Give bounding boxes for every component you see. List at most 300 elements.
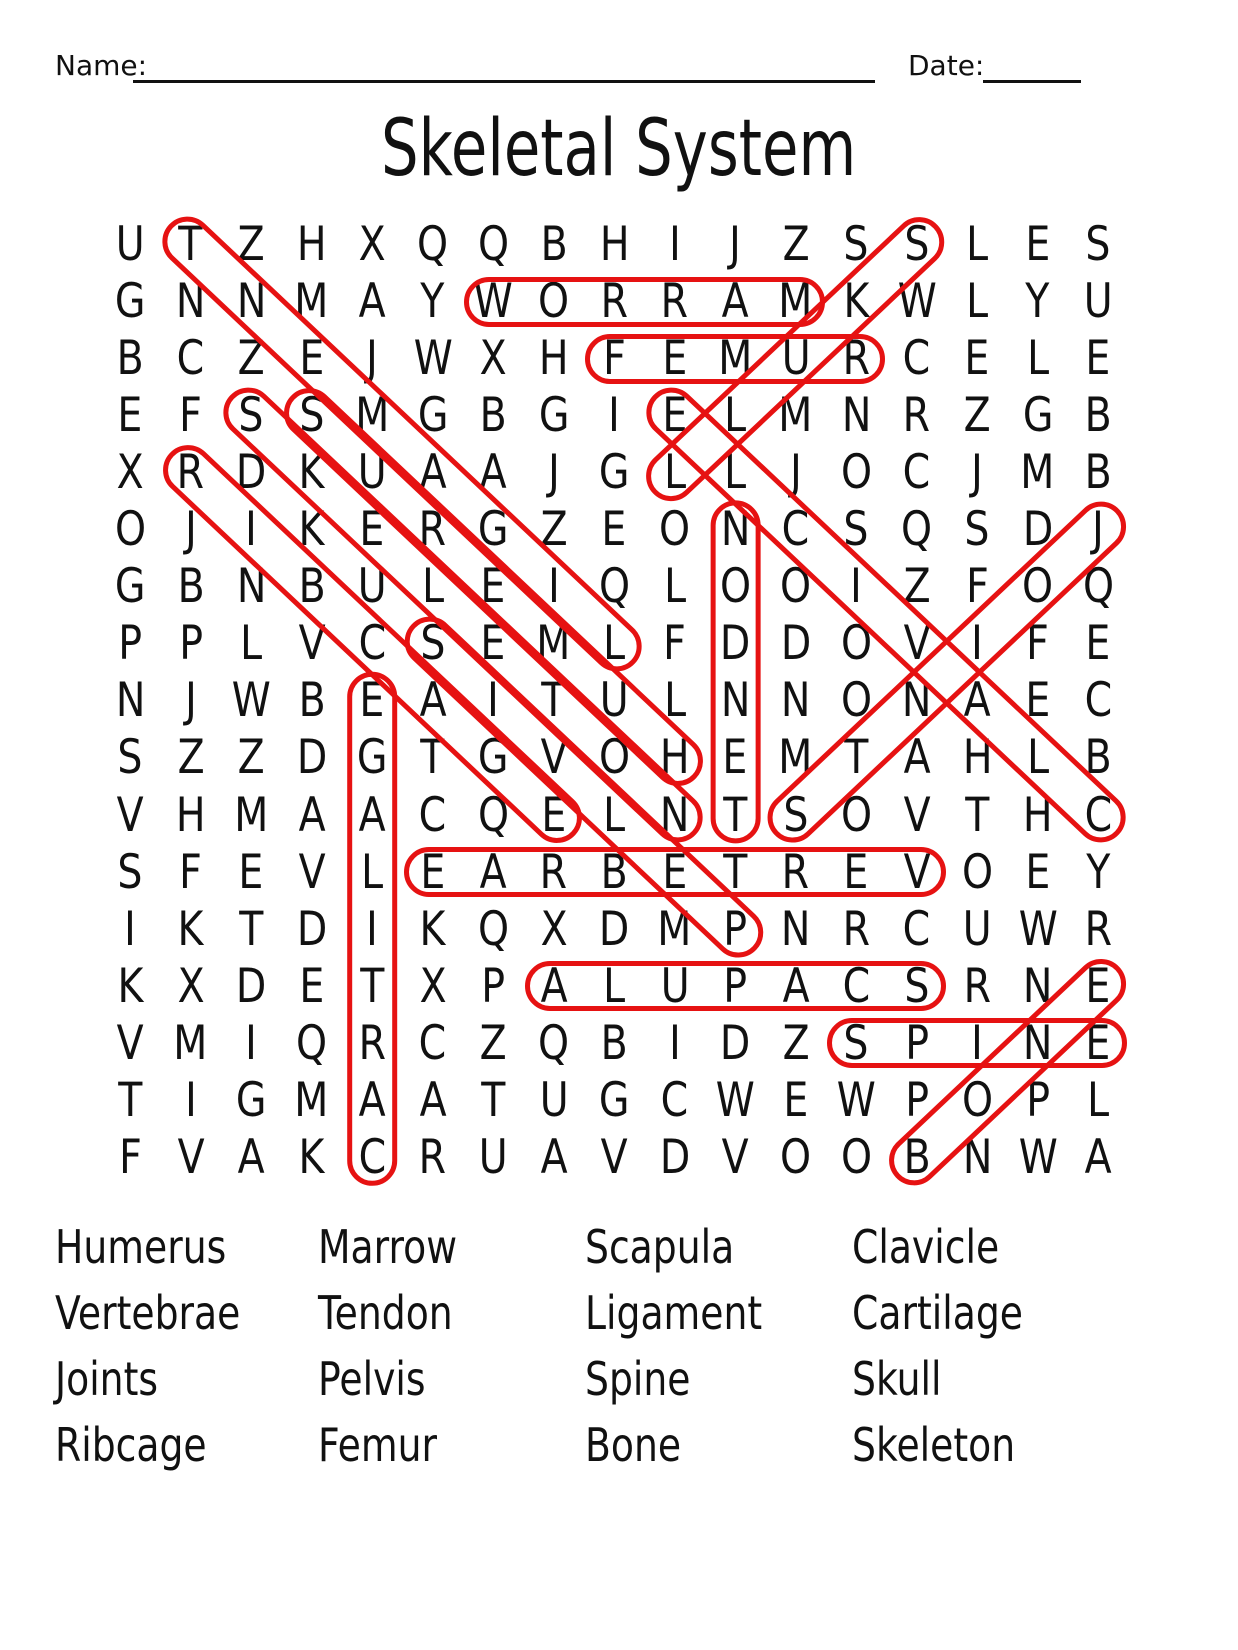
word-list-item xyxy=(852,1346,1185,1412)
page-title: Skeletal System xyxy=(381,104,857,194)
grid-letter xyxy=(1008,330,1069,387)
grid-letter xyxy=(766,1072,827,1129)
grid-letter xyxy=(403,787,464,844)
grid-letter xyxy=(947,1072,1008,1129)
grid-letter xyxy=(645,273,706,330)
grid-letter xyxy=(282,672,343,729)
grid-letter xyxy=(403,1072,464,1129)
grid-letter-glyph: R xyxy=(540,844,568,900)
grid-letter xyxy=(766,501,827,558)
grid-letter-glyph: V xyxy=(903,844,931,900)
grid-letter-glyph: N xyxy=(175,274,206,330)
grid-letter xyxy=(887,958,948,1015)
grid-letter xyxy=(161,387,222,444)
grid-letter-glyph: N xyxy=(659,787,690,843)
grid-letter xyxy=(826,387,887,444)
grid-letter-glyph: O xyxy=(840,673,872,729)
grid-letter xyxy=(826,672,887,729)
grid-letter-glyph: T xyxy=(723,844,748,900)
grid-letter xyxy=(403,558,464,615)
grid-letter-glyph: Q xyxy=(538,1015,570,1071)
grid-letter xyxy=(705,387,766,444)
grid-letter xyxy=(1068,615,1129,672)
grid-letter-glyph: O xyxy=(659,502,691,558)
grid-letter-glyph: Z xyxy=(782,1015,810,1071)
grid-letter-glyph: L xyxy=(724,445,747,501)
grid-letter-glyph: I xyxy=(366,901,379,957)
grid-letter xyxy=(463,1129,524,1186)
grid-letter xyxy=(161,501,222,558)
word-list-item-label: Clavicle xyxy=(852,1220,1000,1274)
grid-letter-glyph: N xyxy=(236,559,267,615)
grid-letter xyxy=(1008,273,1069,330)
grid-letter-glyph: M xyxy=(778,388,813,444)
grid-letter xyxy=(463,387,524,444)
grid-letter-glyph: T xyxy=(118,1072,143,1128)
grid-letter-glyph: P xyxy=(904,1015,929,1071)
grid-letter-glyph: V xyxy=(116,1015,144,1071)
grid-letter-glyph: U xyxy=(115,217,145,273)
grid-letter xyxy=(221,1072,282,1129)
grid-letter-glyph: S xyxy=(843,1015,869,1071)
grid-letter xyxy=(100,330,161,387)
grid-letter xyxy=(463,1072,524,1129)
grid-letter xyxy=(584,729,645,786)
grid-letter-glyph: I xyxy=(245,502,258,558)
grid-letter xyxy=(705,1072,766,1129)
grid-letter-glyph: A xyxy=(358,1072,386,1128)
grid-letter-glyph: Z xyxy=(540,502,568,558)
grid-letter-glyph: U xyxy=(1083,274,1113,330)
grid-letter xyxy=(282,330,343,387)
word-list-item xyxy=(55,1346,318,1412)
grid-letter-glyph: B xyxy=(1084,445,1112,501)
grid-letter xyxy=(282,901,343,958)
grid-letter-glyph: X xyxy=(479,331,507,387)
grid-letter xyxy=(947,444,1008,501)
grid-letter-glyph: M xyxy=(778,730,813,786)
grid-letter xyxy=(947,1129,1008,1186)
grid-letter xyxy=(342,501,403,558)
word-list-item-label: Humerus xyxy=(55,1220,227,1274)
grid-letter xyxy=(766,216,827,273)
grid-letter-glyph: K xyxy=(843,274,870,330)
grid-letter xyxy=(645,444,706,501)
grid-letter-glyph: Z xyxy=(237,217,265,273)
grid-letter-glyph: I xyxy=(547,559,560,615)
grid-letter xyxy=(1008,901,1069,958)
grid-letter xyxy=(1068,330,1129,387)
grid-letter xyxy=(887,672,948,729)
grid-letter-glyph: F xyxy=(602,331,626,387)
grid-letter-glyph: A xyxy=(237,1129,265,1185)
grid-letter-glyph: L xyxy=(240,616,263,672)
grid-letter-glyph: L xyxy=(966,217,989,273)
grid-letter xyxy=(100,672,161,729)
grid-letter-glyph: A xyxy=(1084,1129,1112,1185)
grid-letter xyxy=(947,901,1008,958)
grid-letter xyxy=(947,958,1008,1015)
grid-letter-glyph: D xyxy=(720,616,751,672)
grid-letter-glyph: C xyxy=(902,331,931,387)
word-list-item xyxy=(318,1214,585,1280)
grid-letter xyxy=(887,558,948,615)
grid-letter-glyph: L xyxy=(1026,331,1049,387)
grid-letter-glyph: O xyxy=(840,445,872,501)
grid-letter xyxy=(463,216,524,273)
grid-letter-glyph: H xyxy=(1022,787,1053,843)
grid-letter xyxy=(524,387,585,444)
word-list-item-label: Scapula xyxy=(585,1220,735,1274)
grid-letter xyxy=(645,1072,706,1129)
grid-letter xyxy=(342,615,403,672)
grid-letter xyxy=(584,672,645,729)
grid-letter-glyph: K xyxy=(177,901,204,957)
grid-letter xyxy=(524,1072,585,1129)
word-list-item-label: Marrow xyxy=(318,1220,458,1274)
grid-letter-glyph: E xyxy=(359,673,385,729)
grid-letter xyxy=(282,1129,343,1186)
grid-letter-glyph: E xyxy=(783,1072,809,1128)
grid-letter-glyph: A xyxy=(963,673,991,729)
grid-letter-glyph: R xyxy=(419,502,447,558)
grid-letter xyxy=(947,501,1008,558)
grid-letter xyxy=(826,330,887,387)
grid-letter-glyph: G xyxy=(114,274,146,330)
grid-letter xyxy=(1068,1072,1129,1129)
grid-letter-glyph: N xyxy=(1022,958,1053,1014)
grid-letter-glyph: F xyxy=(118,1129,142,1185)
grid-letter-glyph: O xyxy=(840,616,872,672)
grid-letter xyxy=(342,901,403,958)
grid-letter xyxy=(524,1015,585,1072)
grid-letter xyxy=(1008,1015,1069,1072)
grid-letter xyxy=(403,216,464,273)
grid-letter xyxy=(463,958,524,1015)
grid-letter xyxy=(403,615,464,672)
grid-letter-glyph: Q xyxy=(1082,559,1114,615)
grid-letter-glyph: L xyxy=(1087,1072,1110,1128)
grid-letter-glyph: O xyxy=(780,1129,812,1185)
grid-letter-glyph: E xyxy=(117,388,143,444)
grid-letter-glyph: E xyxy=(601,502,627,558)
grid-letter xyxy=(1008,672,1069,729)
grid-letter-glyph: T xyxy=(723,787,748,843)
grid-letter xyxy=(463,444,524,501)
grid-letter xyxy=(100,787,161,844)
grid-letter xyxy=(282,387,343,444)
grid-letter xyxy=(1008,787,1069,844)
grid-letter-glyph: R xyxy=(842,331,870,387)
grid-letter xyxy=(947,729,1008,786)
grid-letter xyxy=(766,1015,827,1072)
grid-letter xyxy=(463,1015,524,1072)
grid-letter-glyph: Z xyxy=(963,388,991,444)
grid-letter-glyph: L xyxy=(966,274,989,330)
grid-letter xyxy=(100,729,161,786)
grid-letter xyxy=(161,672,222,729)
grid-letter xyxy=(887,844,948,901)
grid-letter-glyph: M xyxy=(778,274,813,330)
grid-letter xyxy=(161,729,222,786)
grid-letter xyxy=(705,273,766,330)
grid-letter-glyph: V xyxy=(298,616,326,672)
grid-letter xyxy=(705,1129,766,1186)
grid-letter-glyph: Q xyxy=(477,217,509,273)
grid-letter xyxy=(342,958,403,1015)
grid-letter-glyph: U xyxy=(781,331,811,387)
grid-letter xyxy=(705,844,766,901)
grid-letter-glyph: R xyxy=(358,1015,386,1071)
grid-letter xyxy=(1008,958,1069,1015)
grid-letter-glyph: C xyxy=(1084,673,1113,729)
grid-letter xyxy=(463,330,524,387)
grid-letter xyxy=(100,558,161,615)
grid-letter xyxy=(342,1015,403,1072)
grid-letter-glyph: D xyxy=(1022,502,1053,558)
grid-letter xyxy=(705,958,766,1015)
grid-letter-glyph: O xyxy=(961,844,993,900)
grid-letter-glyph: L xyxy=(361,844,384,900)
grid-letter-glyph: H xyxy=(659,730,690,786)
word-list-item-label: Bone xyxy=(585,1418,682,1472)
grid-letter-glyph: N xyxy=(962,1129,993,1185)
grid-letter xyxy=(584,1015,645,1072)
grid-letter xyxy=(282,844,343,901)
grid-letter xyxy=(463,901,524,958)
grid-letter-glyph: N xyxy=(841,388,872,444)
grid-letter-glyph: L xyxy=(603,787,626,843)
grid-letter-glyph: J xyxy=(729,217,742,273)
grid-letter-glyph: M xyxy=(1020,445,1055,501)
grid-letter xyxy=(100,1072,161,1129)
title-row xyxy=(0,104,1238,194)
grid-letter-glyph: N xyxy=(901,673,932,729)
grid-letter xyxy=(645,844,706,901)
grid-letter xyxy=(766,1129,827,1186)
grid-letter-glyph: O xyxy=(961,1072,993,1128)
grid-letter-glyph: N xyxy=(236,274,267,330)
grid-letter xyxy=(161,273,222,330)
grid-letter xyxy=(221,501,282,558)
grid-letter-glyph: C xyxy=(902,901,931,957)
grid-letter xyxy=(524,1129,585,1186)
grid-letter-glyph: S xyxy=(238,388,264,444)
grid-letter-glyph: C xyxy=(418,787,447,843)
grid-letter xyxy=(584,901,645,958)
grid-letter xyxy=(1068,787,1129,844)
grid-letter xyxy=(342,330,403,387)
grid-letter-glyph: O xyxy=(840,1129,872,1185)
grid-letter-glyph: C xyxy=(842,958,871,1014)
grid-letter-glyph: V xyxy=(177,1129,205,1185)
grid-letter xyxy=(221,615,282,672)
grid-letter-glyph: M xyxy=(657,901,692,957)
grid-letter xyxy=(161,216,222,273)
grid-letter-glyph: Z xyxy=(903,559,931,615)
grid-letter xyxy=(524,444,585,501)
word-list-item-label: Skeleton xyxy=(852,1418,1016,1472)
grid-letter-glyph: T xyxy=(360,958,385,1014)
grid-letter-glyph: C xyxy=(781,502,810,558)
grid-letter-glyph: F xyxy=(663,616,687,672)
grid-letter-glyph: E xyxy=(1025,673,1051,729)
grid-letter-glyph: R xyxy=(600,274,628,330)
grid-letter-glyph: J xyxy=(547,445,560,501)
grid-letter-glyph: E xyxy=(480,616,506,672)
grid-letter-glyph: S xyxy=(420,616,446,672)
grid-letter-glyph: J xyxy=(184,502,197,558)
grid-letter xyxy=(826,273,887,330)
grid-letter xyxy=(282,787,343,844)
grid-letter-glyph: E xyxy=(359,502,385,558)
grid-letter-glyph: U xyxy=(599,673,629,729)
grid-letter-glyph: N xyxy=(1022,1015,1053,1071)
grid-letter-glyph: X xyxy=(116,445,144,501)
grid-letter-glyph: L xyxy=(663,559,686,615)
grid-letter-glyph: L xyxy=(603,958,626,1014)
grid-letter-glyph: I xyxy=(124,901,137,957)
grid-letter xyxy=(1008,387,1069,444)
grid-letter-glyph: H xyxy=(296,217,327,273)
grid-letter-glyph: W xyxy=(473,274,513,330)
grid-letter xyxy=(100,615,161,672)
grid-letter xyxy=(1008,1072,1069,1129)
grid-letter xyxy=(463,844,524,901)
grid-letter xyxy=(584,501,645,558)
grid-letter xyxy=(584,216,645,273)
grid-letter-glyph: W xyxy=(715,1072,755,1128)
grid-letter xyxy=(161,615,222,672)
grid-letter-glyph: B xyxy=(1084,730,1112,786)
grid-letter-glyph: I xyxy=(668,1015,681,1071)
grid-letter xyxy=(1008,501,1069,558)
grid-letter-glyph: T xyxy=(178,217,203,273)
grid-letter-glyph: V xyxy=(540,730,568,786)
grid-letter-glyph: D xyxy=(599,901,630,957)
grid-letter xyxy=(645,787,706,844)
grid-letter-glyph: H xyxy=(599,217,630,273)
grid-letter xyxy=(282,1072,343,1129)
grid-letter xyxy=(826,1015,887,1072)
grid-letter xyxy=(705,216,766,273)
grid-letter-glyph: E xyxy=(1085,1015,1111,1071)
grid-letter-glyph: A xyxy=(419,673,447,729)
grid-letter-glyph: S xyxy=(843,217,869,273)
grid-letter xyxy=(1068,387,1129,444)
grid-letter-glyph: V xyxy=(903,616,931,672)
word-list-item xyxy=(852,1280,1185,1346)
grid-letter xyxy=(645,1015,706,1072)
grid-letter xyxy=(584,1072,645,1129)
grid-letter-glyph: Q xyxy=(296,1015,328,1071)
grid-letter xyxy=(645,558,706,615)
grid-letter-glyph: U xyxy=(962,901,992,957)
grid-letter xyxy=(887,444,948,501)
grid-letter-glyph: T xyxy=(541,673,566,729)
grid-letter xyxy=(584,444,645,501)
grid-letter xyxy=(221,216,282,273)
grid-letter xyxy=(1008,729,1069,786)
grid-letter xyxy=(766,615,827,672)
grid-letter xyxy=(645,387,706,444)
word-list-item-label: Ligament xyxy=(585,1286,763,1340)
word-list-item-label: Vertebrae xyxy=(55,1286,241,1340)
grid-letter xyxy=(947,216,1008,273)
grid-letter xyxy=(161,844,222,901)
grid-letter xyxy=(705,672,766,729)
grid-letter-glyph: T xyxy=(965,787,990,843)
grid-letter-glyph: S xyxy=(964,502,990,558)
grid-letter-glyph: V xyxy=(721,1129,749,1185)
grid-letter-glyph: H xyxy=(175,787,206,843)
word-list-item xyxy=(55,1412,318,1478)
grid-letter-glyph: M xyxy=(173,1015,208,1071)
grid-letter-glyph: A xyxy=(358,274,386,330)
grid-letter-glyph: Y xyxy=(1086,844,1111,900)
grid-letter-glyph: G xyxy=(477,502,509,558)
grid-letter-glyph: X xyxy=(358,217,386,273)
grid-letter-glyph: E xyxy=(238,844,264,900)
grid-letter-glyph: T xyxy=(239,901,264,957)
grid-letter xyxy=(524,958,585,1015)
grid-letter-glyph: P xyxy=(723,901,748,957)
grid-letter-glyph: I xyxy=(850,559,863,615)
grid-letter-glyph: S xyxy=(843,502,869,558)
grid-letter xyxy=(766,672,827,729)
grid-letter xyxy=(645,672,706,729)
grid-letter-glyph: E xyxy=(1085,958,1111,1014)
grid-letter xyxy=(766,444,827,501)
grid-letter xyxy=(161,1129,222,1186)
word-list-item-label: Cartilage xyxy=(852,1286,1023,1340)
grid-letter xyxy=(463,615,524,672)
grid-letter xyxy=(342,558,403,615)
grid-letter-glyph: G xyxy=(356,730,388,786)
grid-letter xyxy=(584,558,645,615)
grid-letter-glyph: A xyxy=(298,787,326,843)
grid-letter xyxy=(645,1129,706,1186)
grid-letter xyxy=(584,615,645,672)
grid-letter-glyph: Z xyxy=(782,217,810,273)
grid-letter xyxy=(524,330,585,387)
grid-letter-glyph: V xyxy=(903,787,931,843)
grid-letter-glyph: A xyxy=(358,787,386,843)
grid-letter-glyph: K xyxy=(117,958,144,1014)
word-list-item xyxy=(318,1280,585,1346)
grid-letter-glyph: A xyxy=(903,730,931,786)
grid-letter-glyph: W xyxy=(897,274,937,330)
grid-letter xyxy=(100,444,161,501)
grid-letter-glyph: F xyxy=(965,559,989,615)
grid-letter-glyph: B xyxy=(540,217,568,273)
grid-letter xyxy=(705,901,766,958)
grid-letter xyxy=(826,958,887,1015)
word-list xyxy=(55,1214,1185,1478)
grid-letter-glyph: D xyxy=(236,958,267,1014)
grid-letter xyxy=(584,1129,645,1186)
grid-letter xyxy=(826,787,887,844)
grid-letter-glyph: E xyxy=(662,331,688,387)
grid-letter-glyph: E xyxy=(1025,217,1051,273)
grid-letter xyxy=(342,729,403,786)
grid-letter-glyph: N xyxy=(115,673,146,729)
grid-letter-glyph: X xyxy=(540,901,568,957)
grid-letter xyxy=(826,844,887,901)
grid-letter-glyph: A xyxy=(419,445,447,501)
word-list-item-label: Skull xyxy=(852,1352,942,1406)
grid-letter-glyph: C xyxy=(902,445,931,501)
